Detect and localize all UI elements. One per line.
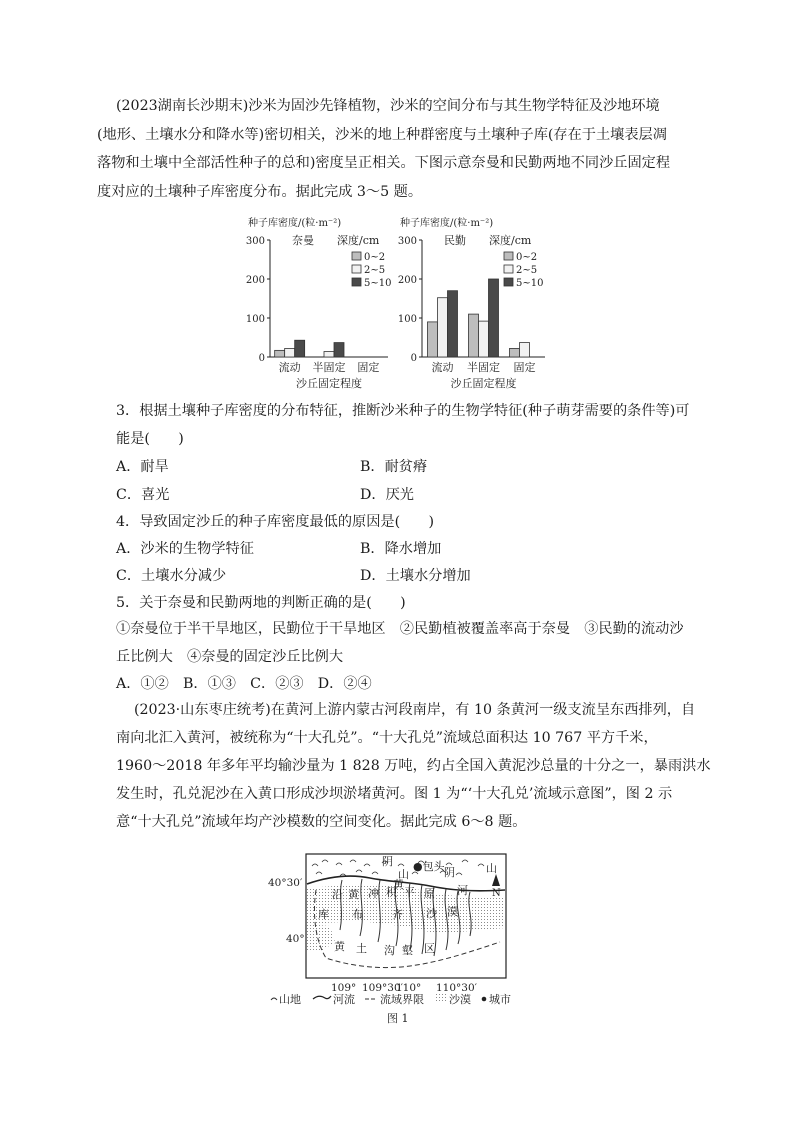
map-label-char: 区 [424,942,435,955]
legend-title: 深度/cm [337,234,380,247]
option-d[interactable]: D．土壤水分增加 [360,568,471,584]
river-legend-icon [313,996,331,999]
map-label: 山 [486,862,497,875]
bar [428,322,438,357]
lat-bottom: 40° [286,933,305,945]
y-tick-label: 100 [397,314,417,325]
watershed-map [0,846,794,1036]
longitude-label: 109° [331,982,357,994]
x-tick-label: 半固定 [312,361,346,374]
map-label-char: 沿 [332,888,343,901]
map-label-char: 平 [404,886,415,899]
y-axis-label: 种子库密度/(粒·m⁻²) [248,218,342,229]
legend-label: 2~5 [516,265,538,276]
option-c[interactable]: C．喜光 [116,487,170,503]
option-a[interactable]: A．耐旱 [116,459,169,475]
y-tick-label: 100 [245,314,265,325]
legend-swatch [504,252,513,260]
map-label-char: 库 [318,908,329,921]
legend-label: 0~2 [516,252,538,263]
north-label: N [492,888,501,899]
passage-2-line: 1960～2018 年多年平均输沙量为 1 828 万吨，约占全国入黄泥沙总量的十分之一，暴雨洪水 [116,758,711,774]
x-tick-label: 固定 [513,361,536,374]
map-label-char: 布 [352,908,363,921]
lat-top: 40°30′ [268,877,303,889]
chart-title: 奈曼 [292,234,314,247]
y-tick-label: 200 [397,275,417,286]
option-b[interactable]: B．降水增加 [360,541,442,557]
longitude-label: 110°30′ [436,982,478,994]
question-5-options[interactable]: A．①② B．①③ C．②③ D．②④ [116,676,372,692]
x-tick-label: 流动 [278,361,301,374]
legend-swatch [504,265,513,273]
legend-text: 流域界限 [380,993,424,1006]
map-label: 黄 [393,878,404,891]
map-label-char: 原 [424,887,435,900]
map-label-char: 冲 [368,887,379,900]
bar [285,348,295,357]
map-label-char: 黄 [334,940,345,953]
bar [275,350,285,357]
y-tick-label: 0 [258,353,265,364]
y-tick-label: 0 [410,353,417,364]
bar [489,279,499,357]
city-legend-icon [482,997,487,1002]
map-label-char: 土 [356,942,367,955]
legend-swatch [352,278,361,286]
question-5-stem: 5．关于奈曼和民勤两地的判断正确的是( ) [116,595,406,611]
passage-1-line: (地形、土壤水分和降水等)密切相关，沙米的地上种群密度与土壤种子库(存在于土壤表层凋 [97,127,667,143]
longitude-label: 109°30′ [362,982,404,994]
bar [520,343,530,357]
y-tick-label: 200 [245,275,265,286]
map-label-char: 黄 [348,888,359,901]
option-d[interactable]: D．厌光 [360,487,414,503]
legend-text: 城市 [489,993,511,1006]
bar [479,321,489,357]
x-tick-label: 流动 [431,361,454,374]
question-3-stem-cont: 能是( ) [116,431,184,447]
mountain-legend-icon [271,998,277,1000]
x-tick-label: 固定 [357,361,380,374]
legend-swatch [352,265,361,273]
option-c[interactable]: C．土壤水分减少 [116,568,227,584]
desert-legend-icon [435,994,447,1003]
map-label-char: 壑 [402,944,413,957]
bar [469,314,479,357]
longitude-label: 110° [396,982,422,994]
x-axis-label: 沙丘固定程度 [450,377,517,390]
question-5-statements-cont: 丘比例大 ④奈曼的固定沙丘比例大 [116,649,344,665]
seed-bank-charts [0,212,794,392]
map-label-char: 沙 [426,907,437,920]
bar [438,298,448,357]
legend-text: 河流 [333,993,355,1006]
legend-label: 2~5 [364,265,386,276]
option-a[interactable]: A．沙米的生物学特征 [116,541,254,557]
y-axis-label: 种子库密度/(粒·m⁻²) [400,218,494,229]
legend-label: 5~10 [516,278,544,289]
city-baotou: ●包头 [413,860,445,873]
map-label: 山 [398,868,409,881]
bar [295,340,305,357]
map-label-char: 积 [386,886,397,899]
passage-2-line: 发生时，孔兑泥沙在入黄口形成沙坝淤堵黄河。图 1 为“‘十大孔兑’流域示意图”，图 2 示 [116,786,673,802]
x-tick-label: 半固定 [467,361,500,374]
map-label: 阴 [444,866,455,879]
legend-title: 深度/cm [489,234,532,247]
bar [334,343,344,357]
map-label: 阴 [382,855,393,868]
y-tick-label: 300 [245,236,265,247]
legend-swatch [504,278,513,286]
legend-text: 沙漠 [449,993,471,1006]
x-axis-label: 沙丘固定程度 [296,377,362,390]
chart-title: 民勤 [444,234,466,247]
legend-label: 5~10 [364,278,392,289]
question-3-stem: 3．根据土壤种子库密度的分布特征，推断沙米种子的生物学特征(种子萌芽需要的条件等)可 [116,403,690,419]
passage-2-line: (2023·山东枣庄统考)在黄河上游内蒙古河段南岸，有 10 条黄河一级支流呈东西排列，自 [134,702,696,718]
bar [510,348,520,357]
passage-1-line: 度对应的土壤种子库密度分布。据此完成 3～5 题。 [97,184,423,200]
y-tick-label: 300 [397,236,417,247]
passage-2-line: 南向北汇入黄河，被统称为“十大孔兑”。“十大孔兑”流域总面积达 10 767 平方千米， [116,730,658,746]
passage-2-line: 意“十大孔兑”流域年均产沙模数的空间变化。据此完成 6～8 题。 [116,814,527,830]
figure-caption: 图 1 [387,1012,409,1025]
question-4-stem: 4．导致固定沙丘的种子库密度最低的原因是( ) [116,514,435,530]
legend-swatch [352,252,361,260]
passage-1-line: (2023湖南长沙期末)沙米为固沙先锋植物，沙米的空间分布与其生物学特征及沙地环境 [116,98,660,114]
passage-1-line: 落物和土壤中全部活性种子的总和)密度呈正相关。下图示意奈曼和民勤两地不同沙丘固定程 [97,155,671,171]
map-label-char: 漠 [447,905,458,918]
bar [448,291,458,357]
option-b[interactable]: B．耐贫瘠 [360,459,428,475]
question-5-statements: ①奈曼位于半干旱地区，民勤位于干旱地区 ②民勤植被覆盖率高于奈曼 ③民勤的流动沙 [116,621,684,637]
legend-label: 0~2 [364,252,386,263]
bar [324,352,334,357]
map-label: 河 [457,884,468,897]
map-label-char: 沟 [384,944,395,957]
legend-text: 山地 [279,993,301,1006]
map-legend [271,992,511,1006]
map-label-char: 齐 [392,908,403,921]
